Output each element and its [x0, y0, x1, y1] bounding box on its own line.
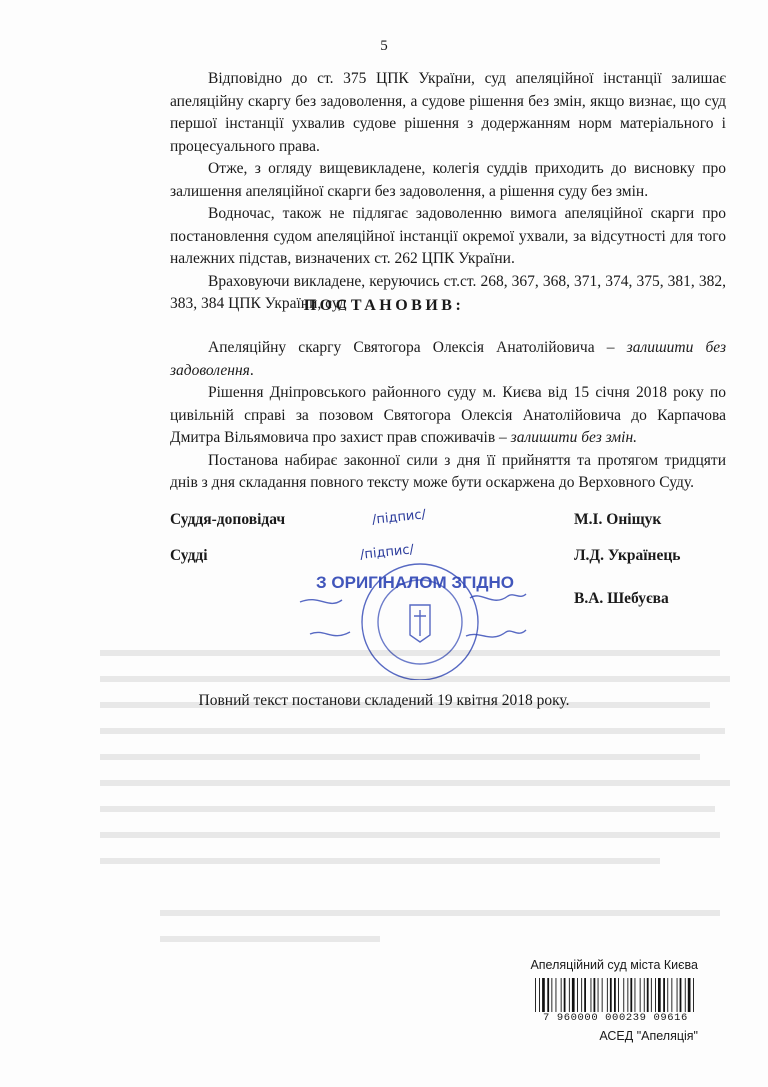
bleed-through-text	[100, 640, 740, 960]
ruling-decision: залишити без змін.	[510, 429, 638, 446]
paragraph: Отже, з огляду вищевикладене, колегія суддів приходить до висновку про залишення апеляційної скарги без задоволення, а рішення суду без змін.	[170, 160, 726, 200]
ruling-block	[170, 337, 726, 495]
court-name-footer: Апеляційний суд міста Києва	[530, 958, 698, 972]
paragraph: Відповідно до ст. 375 ЦПК України, суд апеляційної інстанції залишає апеляційну скаргу без задоволення, а судове рішення без змін, якщо визнає, що суд першої інстанції ухвалив судове рішення з додержанням норм матеріального і процесуального права.	[170, 70, 726, 155]
paragraph: Враховуючи викладене, керуючись ст.ст. 268, 367, 368, 371, 374, 375, 381, 382, 383, 384 ЦПК України, суд	[170, 272, 726, 312]
barcode-icon	[533, 978, 698, 1012]
ruling-paragraph-appeal	[170, 337, 726, 382]
paragraph: Водночас, також не підлягає задоволенню вимога апеляційної скарги про постановлення судом апеляційної інстанції окремої ухвали, за відсутності для того належних підстав, визначених ст. 262 ЦПК України.	[170, 205, 726, 267]
reasoning-block	[170, 68, 726, 316]
signature-name: М.І. Оніщук	[574, 511, 662, 528]
stamp-text: З ОРИГІНАЛОМ ЗГІДНО	[316, 573, 514, 592]
barcode-number: 7 960000 000239 09616	[543, 1012, 688, 1024]
ruling-paragraph-decision	[170, 382, 726, 450]
ruling-decision: залишити без задоволення	[170, 339, 726, 379]
signature-role: Судді	[170, 547, 208, 564]
handwritten-signature-note: /підпис/	[359, 542, 415, 563]
handwritten-signature-note: /підпис/	[371, 507, 427, 528]
ruling-text: .	[249, 361, 254, 379]
signature-name: Л.Д. Українець	[574, 547, 681, 564]
ruling-paragraph-appeal-rights: Постанова набирає законної сили з дня її прийняття та протягом тридцяти днів з дня складання повного тексту може бути оскаржена до Верховного Суду.	[170, 451, 726, 491]
signature-role: Суддя-доповідач	[170, 511, 286, 528]
ruling-text: Рішення Дніпровського районного суду м. Києва від 15 січня 2018 року по цивільній справі за позовом Святогора Олексія Анатолійовича до Карпачова Дмитра Вільямовича про захист прав споживачів –	[170, 384, 726, 446]
page-number: 5	[380, 38, 388, 54]
full-text-date-note: Повний текст постанови складений 19 квітня 2018 року.	[198, 692, 570, 709]
signature-name: В.А. Шебуєва	[574, 590, 669, 607]
ruling-heading: ПОСТАНОВИВ:	[303, 297, 465, 314]
ruling-text: Апеляційну скаргу Святогора Олексія Анатолійовича –	[208, 339, 627, 356]
document-system-label: АСЕД "Апеляція"	[599, 1029, 698, 1043]
